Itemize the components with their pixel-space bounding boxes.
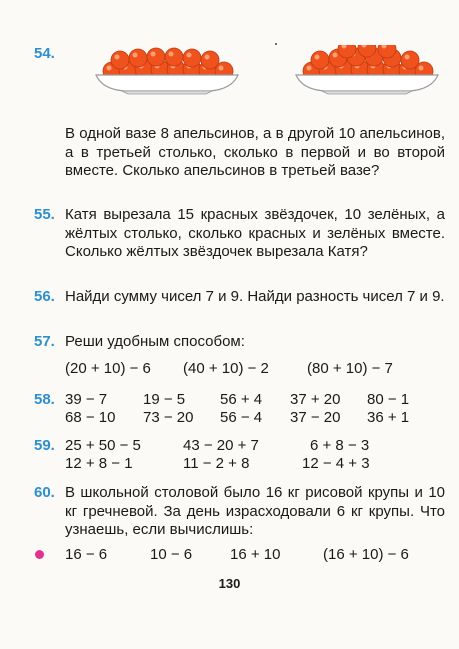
problem-text-54: В одной вазе 8 апельсинов, а в другой 10 апельсинов, а в третьей столько, сколько в первой и во второй вместе. Сколько апельсинов в третьей вазе? [65,125,445,179]
expression-58-r2-5: 36 + 1 [367,409,410,426]
orange-highlight [107,66,112,71]
expression-58-r1-2: 19 − 5 [143,391,186,408]
orange-highlight [419,66,424,71]
orange-icon [311,51,329,69]
orange-highlight [115,55,120,60]
expression-60-2: 10 − 6 [150,546,193,563]
orange-icon [401,51,419,69]
expression-58-r2-4: 37 − 20 [290,409,341,426]
expression-57-1: (20 + 10) − 6 [65,360,151,377]
orange-highlight [205,55,210,60]
expression-60-4: (16 + 10) − 6 [323,546,409,563]
expression-60-1: 16 − 6 [65,546,108,563]
decorative-dot [275,43,277,45]
problem-text-55: Катя вырезала 15 красных звёздочек, 10 зелёных, а жёлтых столько, сколько красных и зелёных вместе. Сколько жёлтых звёздочек вырезала Катя? [65,206,445,260]
bullet-icon [35,550,44,559]
expression-59-r2-3: 12 − 4 + 3 [302,455,370,472]
orange-icon [165,48,183,66]
problem-text-60: В школьной столовой было 16 кг рисовой крупы и 10 кг гречневой. За день израсходовали 6 кг крупы. Что узнаешь, если вычислишь: [65,484,445,538]
problem-number-58: 58. [34,391,55,408]
orange-icon [129,49,147,67]
expression-58-r1-5: 80 − 1 [367,391,410,408]
expression-59-r2-1: 12 + 8 − 1 [65,455,133,472]
expression-58-r2-1: 68 − 10 [65,409,116,426]
problem-number-59: 59. [34,437,55,454]
expression-58-r1-3: 56 + 4 [220,391,263,408]
orange-highlight [405,55,410,60]
expression-57-3: (80 + 10) − 7 [307,360,393,377]
problem-number-55: 55. [34,206,55,223]
expression-57-2: (40 + 10) − 2 [183,360,269,377]
orange-highlight [333,53,338,58]
problem-text-56: Найди сумму чисел 7 и 9. Найди разность чисел 7 и 9. [65,288,445,305]
problem-number-56: 56. [34,288,55,305]
expression-58-r1-1: 39 − 7 [65,391,108,408]
orange-highlight [219,66,224,71]
plate-left-oranges [92,45,242,95]
expression-58-r2-3: 56 − 4 [220,409,263,426]
orange-icon [111,51,129,69]
problem-number-57: 57. [34,333,55,350]
orange-highlight [187,53,192,58]
page-number: 130 [218,576,241,591]
problem-text-57: Реши удобным способом: [65,333,245,350]
expression-59-r1-1: 25 + 50 − 5 [65,437,141,454]
expression-59-r1-3: 6 + 8 − 3 [310,437,370,454]
expression-60-3: 16 + 10 [230,546,281,563]
expression-58-r1-4: 37 + 20 [290,391,341,408]
expression-59-r1-2: 43 − 20 + 7 [183,437,259,454]
expression-58-r2-2: 73 − 20 [143,409,194,426]
orange-highlight [315,55,320,60]
problem-number-60: 60. [34,484,55,501]
orange-highlight [307,66,312,71]
expression-59-r2-2: 11 − 2 + 8 [183,455,250,472]
orange-highlight [169,52,174,57]
orange-icon [147,48,165,66]
orange-icon [201,51,219,69]
orange-highlight [151,52,156,57]
plate-right-oranges [292,45,442,95]
orange-highlight [133,53,138,58]
problem-number-54: 54. [34,45,55,62]
orange-icon [183,49,201,67]
